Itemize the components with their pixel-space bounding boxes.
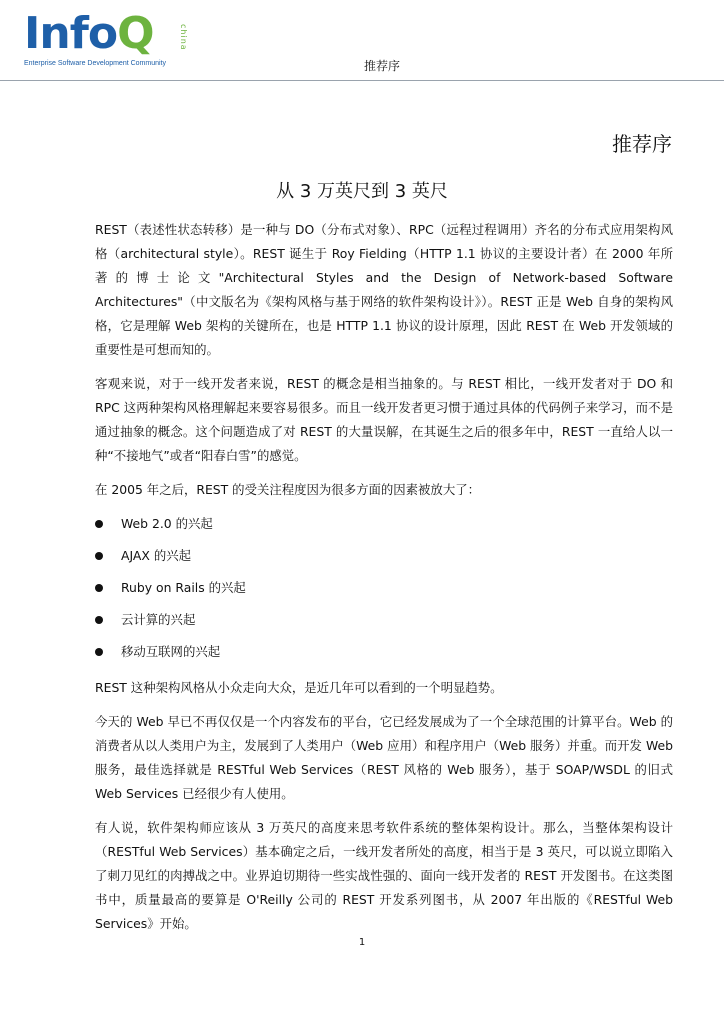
bullet-list [95, 512, 673, 672]
paragraph: 今天的 Web 早已不再仅仅是一个内容发布的平台，它已经发展成为了一个全球范围的计算平台。Web 的消费者从以人类用户为主，发展到了人类用户（Web 应用）和程序用户（Web 服务）并重。而开发 Web 服务，最佳选择就是 RESTful Web Services（REST 风格的 Web 服务），基于 SOAP/WSDL 的旧式 Web Services 已经很少有人使用。 [95, 714, 673, 801]
paragraph: 有人说，软件架构师应该从 3 万英尺的高度来思考软件系统的整体架构设计。那么，当整体架构设计（RESTful Web Services）基本确定之后，一线开发者所处的高度，相当于是 3 英尺，可以说立即陷入了刺刀见红的肉搏战之中。业界迫切期待一些实战性强的、面向一线开发者的 REST 开发图书。在这类图书中，质量最高的要算是 O'Reilly 公司的 REST 开发系列图书，从 2007 年出版的《RESTful Web Services》开始。 [95, 820, 673, 931]
logo-wordmark [24, 8, 153, 60]
header-divider [0, 80, 724, 81]
list-item [95, 576, 673, 608]
logo-tagline: Enterprise Software Development Community [24, 60, 167, 67]
chapter-title: 推荐序 [612, 132, 672, 156]
logo-china-text: china [179, 24, 188, 51]
infoq-logo [24, 8, 199, 74]
paragraph: REST 这种架构风格从小众走向大众，是近几年可以看到的一个明显趋势。 [95, 680, 503, 695]
header-title: 推荐序 [364, 59, 401, 73]
list-item-text: 移动互联网的兴起 [121, 644, 221, 659]
list-item-text: Web 2.0 的兴起 [121, 516, 213, 531]
list-item-text: Ruby on Rails 的兴起 [121, 580, 246, 595]
page-header [0, 0, 724, 80]
logo-info-text: Info [24, 8, 118, 59]
list-item [95, 640, 673, 672]
bullet-icon [95, 616, 103, 624]
list-item-text: AJAX 的兴起 [121, 548, 191, 563]
list-item-text: 云计算的兴起 [121, 612, 196, 627]
list-item [95, 512, 673, 544]
document-body [95, 218, 673, 946]
list-item [95, 544, 673, 576]
bullet-icon [95, 552, 103, 560]
main-title: 从 3 万英尺到 3 英尺 [276, 181, 448, 202]
bullet-icon [95, 520, 103, 528]
logo-q-text: Q [117, 8, 154, 59]
paragraph: 在 2005 年之后，REST 的受关注程度因为很多方面的因素被放大了： [95, 482, 480, 497]
bullet-icon [95, 648, 103, 656]
paragraph: REST（表述性状态转移）是一种与 DO（分布式对象）、RPC（远程过程调用）齐名的分布式应用架构风格（architectural style）。REST 诞生于 Roy Fielding（HTTP 1.1 协议的主要设计者）在 2000 年所著的博士论文"Architectural Styles and the Design of Network-based Software Architectures"（中文版名为《架构风格与基于网络的软件架构设计》）。REST 正是 Web 自身的架构风格，它是理解 Web 架构的关键所在，也是 HTTP 1.1 协议的设计原理，因此 REST 在 Web 开发领域的重要性是可想而知的。 [95, 222, 673, 357]
paragraph: 客观来说，对于一线开发者来说，REST 的概念是相当抽象的。与 REST 相比，一线开发者对于 DO 和 RPC 这两种架构风格理解起来要容易很多。而且一线开发者更习惯于通过具体的代码例子来学习，而不是通过抽象的概念。这个问题造成了对 REST 的大量误解，在其诞生之后的很多年中，REST 一直给人以一种“不接地气”或者“阳春白雪”的感觉。 [95, 376, 673, 463]
page-number: 1 [358, 937, 366, 948]
bullet-icon [95, 584, 103, 592]
list-item [95, 608, 673, 640]
